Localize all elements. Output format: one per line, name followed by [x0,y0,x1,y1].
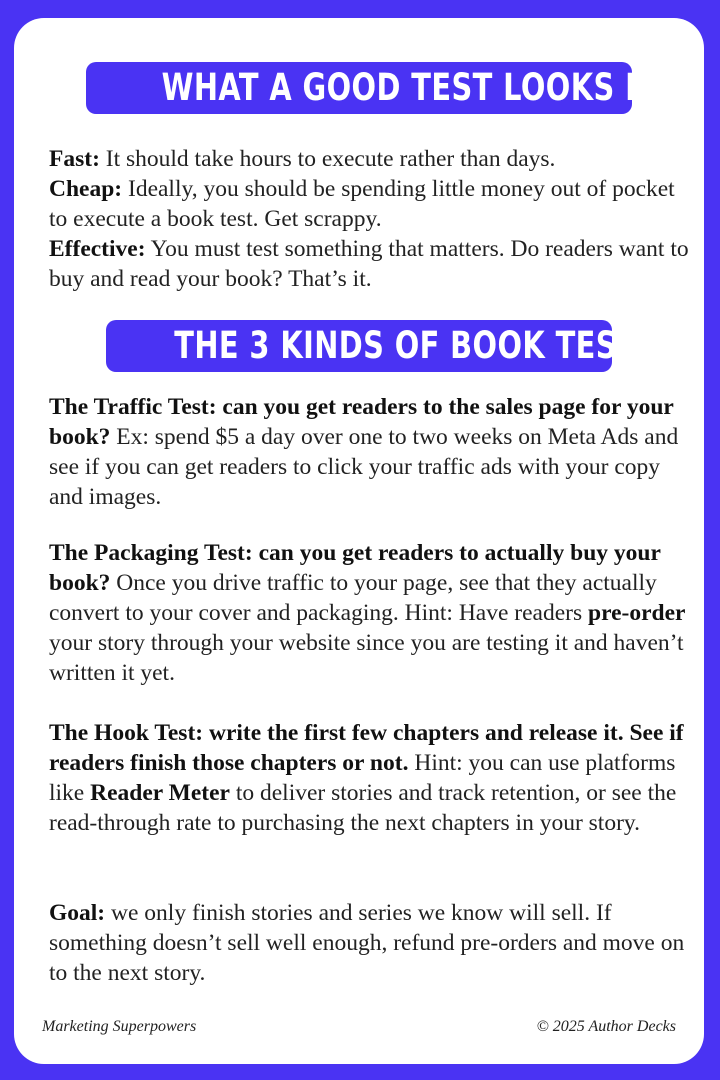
banner-title: WHAT A GOOD TEST LOOKS LIKE [161,66,698,109]
test-body: Once you drive traffic to your page, see that they actually convert to your cover and packaging. Hint: Have readers [49,570,657,626]
traffic-test-paragraph [49,392,689,512]
criterion-fast [49,144,689,174]
packaging-test [49,538,689,688]
test-heading: The Packaging Test: can you get readers to actually buy your book? [49,540,661,596]
hook-test-paragraph [49,718,689,838]
criterion-cheap [49,174,689,234]
test-heading: The Traffic Test: can you get readers to the sales page for your book? [49,394,674,450]
goal-paragraph [49,898,689,988]
criterion-label: Effective: [49,236,146,262]
test-body: Hint: you can use platforms like [49,750,676,806]
goal-statement [49,898,689,988]
goal-label: Goal: [49,900,106,926]
test-body-end: your story through your website since you are testing it and haven’t written it yet. [49,630,684,686]
test-emphasis: pre-order [588,600,686,626]
test-body: Ex: spend $5 a day over one to two weeks on Meta Ads and see if you can get readers to click your traffic ads with your copy and images. [49,424,679,510]
footer-series-name: Marketing Superpowers [42,1018,197,1035]
section-banner-good-test [86,62,698,114]
criterion-text: Ideally, you should be spending little money out of pocket to execute a book test. Get scrappy. [49,176,675,232]
traffic-test [49,392,689,512]
card [14,18,704,1064]
test-heading: The Hook Test: write the first few chapters and release it. See if readers finish those chapters or not. [49,720,684,776]
goal-text: we only finish stories and series we know will sell. If something doesn’t sell well enough, refund pre-orders and move on to the next story. [49,900,685,986]
packaging-test-paragraph [49,538,689,688]
criteria-list [49,144,689,294]
test-body-end: to deliver stories and track retention, or see the read-through rate to purchasing the next chapters in your story. [49,780,677,836]
hook-test [49,718,689,838]
criterion-label: Fast: [49,146,100,172]
criterion-effective [49,234,689,294]
banner-title: THE 3 KINDS OF BOOK TESTS [174,324,659,367]
section-banner-three-kinds [106,320,659,372]
footer-copyright: © 2025 Author Decks [536,1018,676,1035]
criterion-text: You must test something that matters. Do readers want to buy and read your book? That’s it. [49,236,689,292]
criterion-label: Cheap: [49,176,123,202]
criterion-text: It should take hours to execute rather than days. [99,146,556,172]
test-emphasis: Reader Meter [90,780,230,806]
